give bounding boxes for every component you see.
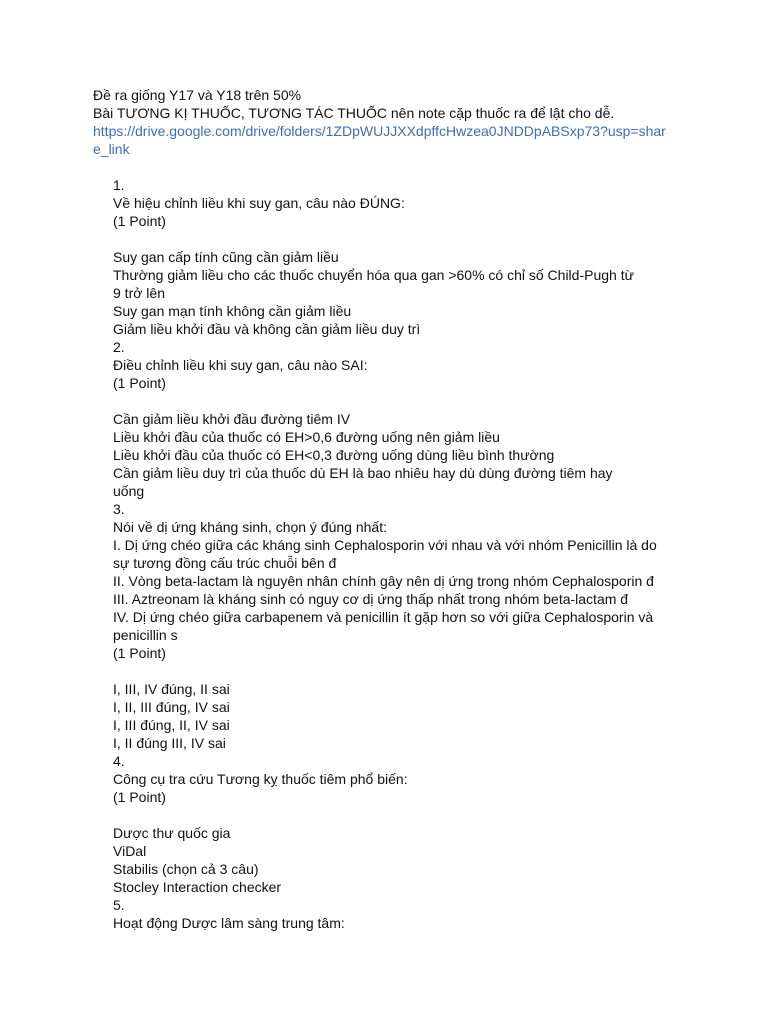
answer-option[interactable]: Suy gan cấp tính cũng cần giảm liều <box>113 249 339 265</box>
answer-option[interactable]: I, II, III đúng, IV sai <box>113 699 230 715</box>
question-points: (1 Point) <box>113 645 166 661</box>
question-number: 1. <box>113 177 125 193</box>
answer-option[interactable]: Cần giảm liều khởi đầu đường tiêm IV <box>113 411 351 427</box>
answer-option[interactable]: I, II đúng III, IV sai <box>113 735 226 751</box>
answer-option[interactable]: Thường giảm liều cho các thuốc chuyển hóa qua gan >60% có chỉ số Child-Pugh từ <box>113 267 634 283</box>
question-points: (1 Point) <box>113 375 166 391</box>
document-page <box>93 86 673 932</box>
drive-link[interactable]: https://drive.google.com/drive/folders/1ZDpWUJJXXdpffcHwzea0JNDDpABSxp73?usp=shar e_link <box>93 123 666 157</box>
answer-option[interactable]: ViDal <box>113 843 147 859</box>
answer-option[interactable]: Dược thư quốc gia <box>113 825 231 841</box>
question-text: Công cụ tra cứu Tương kỵ thuốc tiêm phổ biến: <box>113 771 408 787</box>
statement-iii: III. Aztreonam là kháng sinh có nguy cơ dị ứng thấp nhất trong nhóm beta-lactam đ <box>113 591 629 607</box>
answer-option[interactable]: Cần giảm liều duy trì của thuốc dù EH là bao nhiêu hay dù dùng đường tiêm hay <box>113 465 613 481</box>
header-line-1: Đề ra giống Y17 và Y18 trên 50% <box>93 87 302 103</box>
question-3 <box>113 500 673 752</box>
statement-i: I. Dị ứng chéo giữa các kháng sinh Cephalosporin với nhau và với nhóm Penicillin là do <box>113 537 657 553</box>
question-1 <box>113 176 673 338</box>
answer-option[interactable]: Liều khởi đầu của thuốc có EH>0,6 đường uống nên giảm liều <box>113 429 500 445</box>
answer-option[interactable]: I, III đúng, II, IV sai <box>113 717 230 733</box>
question-number: 3. <box>113 501 125 517</box>
answer-option[interactable]: Suy gan mạn tính không cần giảm liều <box>113 303 352 319</box>
statement-i-continued: sự tương đồng cấu trúc chuỗi bên đ <box>113 555 337 571</box>
question-2 <box>113 338 673 500</box>
answer-option-continued[interactable]: uống <box>113 483 145 499</box>
statement-iv: IV. Dị ứng chéo giữa carbapenem và penicillin ít gặp hơn so với giữa Cephalosporin và <box>113 609 654 625</box>
statement-iv-continued: penicillin s <box>113 627 178 643</box>
question-4 <box>113 752 673 896</box>
question-5 <box>113 896 673 932</box>
header-line-2: Bài TƯƠNG KỊ THUỐC, TƯƠNG TÁC THUỐC nên note cặp thuốc ra để lật cho dễ. <box>93 105 615 121</box>
question-number: 4. <box>113 753 125 769</box>
question-points: (1 Point) <box>113 213 166 229</box>
question-number: 2. <box>113 339 125 355</box>
answer-option[interactable]: Stabilis (chọn cả 3 câu) <box>113 861 259 877</box>
question-text: Về hiệu chỉnh liều khi suy gan, câu nào ĐÚNG: <box>113 195 405 211</box>
question-text: Nói về dị ứng kháng sinh, chọn ý đúng nhất: <box>113 519 387 535</box>
question-points: (1 Point) <box>113 789 166 805</box>
question-number: 5. <box>113 897 125 913</box>
answer-option[interactable]: Giảm liều khởi đầu và không cần giảm liều duy trì <box>113 321 421 337</box>
answer-option-continued[interactable]: 9 trở lên <box>113 285 165 301</box>
question-text: Điều chỉnh liều khi suy gan, câu nào SAI: <box>113 357 368 373</box>
answer-option[interactable]: Liều khởi đầu của thuốc có EH<0,3 đường uống dùng liều bình thường <box>113 447 555 463</box>
answer-option[interactable]: I, III, IV đúng, II sai <box>113 681 230 697</box>
question-text: Hoạt động Dược lâm sàng trung tâm: <box>113 915 345 931</box>
answer-option[interactable]: Stocley Interaction checker <box>113 879 282 895</box>
question-list <box>93 176 673 932</box>
statement-ii: II. Vòng beta-lactam là nguyên nhân chính gây nên dị ứng trong nhóm Cephalosporin đ <box>113 573 654 589</box>
